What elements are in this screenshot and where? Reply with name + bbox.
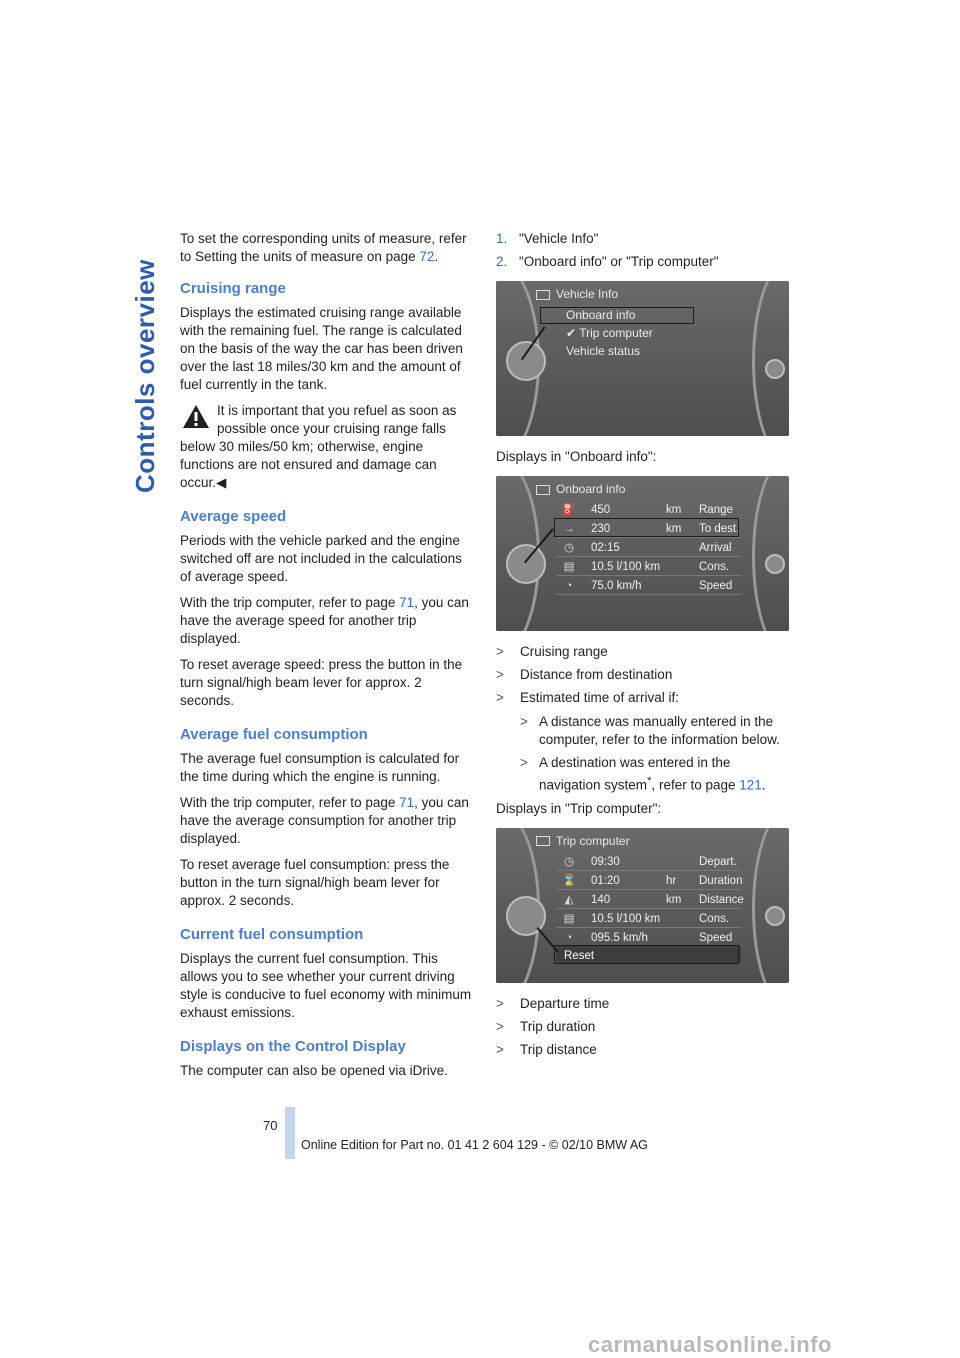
road-icon: ◭ xyxy=(564,893,574,906)
trip-caption: Displays in "Trip computer": xyxy=(496,800,662,816)
list-item: > Trip distance xyxy=(496,1041,597,1057)
screenshot-onboard-info xyxy=(496,476,789,631)
watermark: carmanualsonline.info xyxy=(588,1332,832,1357)
reset-row: Reset xyxy=(556,946,741,963)
left-column xyxy=(180,230,472,1088)
heading-cruising-range: Cruising range xyxy=(180,280,286,297)
info-row: ◷ 02:15 Arrival xyxy=(556,538,741,557)
list-item: > Trip duration xyxy=(496,1018,596,1034)
avg-speed-paragraph-3: To reset average speed: press the button in the turn signal/high beam lever for approx. 2 seconds. xyxy=(180,657,463,708)
info-row: ◔ 75.0 km/h Speed xyxy=(556,576,741,595)
heading-current-fuel: Current fuel consumption xyxy=(180,926,364,943)
controller-knob-icon xyxy=(506,341,546,381)
onboard-list xyxy=(496,643,794,795)
consumption-icon: ▤ xyxy=(563,912,575,925)
info-row: ⛽ 450 km Range xyxy=(556,500,741,519)
clock-icon: ◷ xyxy=(563,542,575,554)
avg-fuel-paragraph-2: With the trip computer, refer to page 71, you can have the average consumption for another trip displayed. xyxy=(180,795,469,846)
speedometer-icon: ◔ xyxy=(565,931,573,944)
consumption-icon: ▤ xyxy=(563,561,575,573)
heading-control-display: Displays on the Control Display xyxy=(180,1038,406,1055)
fuel-pump-icon: ⛽ xyxy=(562,504,577,516)
highlight-box xyxy=(554,945,739,964)
avg-fuel-paragraph-3: To reset average fuel consumption: press the button in the turn signal/high beam lever for approx. 2 seconds. xyxy=(180,857,450,908)
info-row: ▤ 10.5 l/100 km Cons. xyxy=(556,557,741,576)
footer-edition: Online Edition for Part no. 01 41 2 604 129 - © 02/10 BMW AG xyxy=(301,1138,648,1152)
avg-speed-paragraph-2: With the trip computer, refer to page 71, you can have the average speed for another trip displayed. xyxy=(180,595,469,646)
hourglass-icon: ⌛ xyxy=(562,874,577,887)
step-item: 1. "Vehicle Info" xyxy=(496,231,599,246)
controller-knob-icon xyxy=(765,906,785,926)
list-item: > Distance from destination xyxy=(496,667,673,682)
control-display-paragraph: The computer can also be opened via iDrive. xyxy=(180,1063,448,1078)
heading-average-speed: Average speed xyxy=(180,508,287,525)
warning-triangle-icon xyxy=(182,404,210,429)
info-row: ◷ 09:30 Depart. xyxy=(556,852,741,871)
page-link-121[interactable]: 121 xyxy=(739,777,762,793)
list-item: > Cruising range xyxy=(496,644,608,659)
page-number: 70 xyxy=(263,1118,278,1133)
info-row: ▤ 10.5 l/100 km Cons. xyxy=(556,909,741,928)
list-item: > A distance was manually entered in the computer, refer to the information below. xyxy=(520,714,780,747)
highlight-box xyxy=(540,307,694,324)
onboard-caption: Displays in "Onboard info": xyxy=(496,449,657,464)
screen-title: Trip computer xyxy=(536,832,630,850)
optional-equipment-star: * xyxy=(647,775,652,787)
heading-average-fuel: Average fuel consumption xyxy=(180,726,368,743)
page-link-71[interactable]: 71 xyxy=(399,595,415,610)
screen-title: Onboard info xyxy=(536,480,625,498)
end-marker: ◀ xyxy=(216,475,227,490)
list-item: > Departure time xyxy=(496,995,610,1011)
menu-item-vehicle-status: Vehicle status xyxy=(566,344,641,358)
screen-title: Vehicle Info xyxy=(536,285,618,303)
avg-fuel-paragraph-1: The average fuel consumption is calculated for the time during which the engine is running. xyxy=(180,751,460,784)
list-item: > A destination was entered in the navigation system*, refer to page 121. xyxy=(520,755,766,793)
avg-speed-paragraph-1: Periods with the vehicle parked and the engine switched off are not included in the calculations of average speed. xyxy=(180,533,462,584)
step-item: 2. "Onboard info" or "Trip computer" xyxy=(496,254,719,269)
current-fuel-paragraph: Displays the current fuel consumption. This allows you to see whether your current driving style is conducive to fuel economy with minimum exhaust emissions. xyxy=(180,951,472,1020)
arrival-sublist xyxy=(520,713,794,795)
controller-knob-icon xyxy=(765,359,785,379)
destination-arrow-icon: → xyxy=(563,523,575,535)
menu-item-trip-computer: ✔ Trip computer xyxy=(566,326,653,340)
trip-list xyxy=(496,995,794,1059)
info-row: ◔ 095.5 km/h Speed xyxy=(556,928,741,947)
menu-item-onboard-info: Onboard info xyxy=(566,308,636,322)
speedometer-icon: ◔ xyxy=(565,580,573,592)
screenshot-vehicle-info xyxy=(496,281,789,436)
highlight-box xyxy=(554,518,739,537)
info-row: ⌛ 01:20 hr Duration xyxy=(556,871,741,890)
clock-icon: ◷ xyxy=(563,855,575,868)
screenshot-trip-computer xyxy=(496,828,789,983)
cruising-range-paragraph: Displays the estimated cruising range available with the remaining fuel. The range is calculated on the basis of the way the car has been driven over the last 18 miles/30 km and the amount of fuel currently in the tank. xyxy=(180,305,463,392)
controller-knob-icon xyxy=(765,554,785,574)
section-title-vertical: Controls overview xyxy=(130,259,160,493)
page-link-71[interactable]: 71 xyxy=(399,795,415,810)
controller-knob-icon xyxy=(506,544,546,584)
info-row: ◭ 140 km Distance xyxy=(556,890,741,909)
warning-note: It is important that you refuel as soon as possible once your cruising range falls below 30 miles/50 km; otherwise, engine functions are not ensured and damage can occur.◀ xyxy=(180,403,457,490)
right-column xyxy=(496,230,794,1064)
units-paragraph: To set the corresponding units of measure, refer to Setting the units of measure on page 72. xyxy=(180,231,467,264)
page-link-72[interactable]: 72 xyxy=(419,249,435,264)
info-row: → 230 km To dest. xyxy=(556,519,741,538)
list-item: > Estimated time of arrival if: > A distance was manually entered in the computer, refer to the information below. > A destination was entered in the navigation system*, refer to page 121. xyxy=(496,689,794,795)
steps-list xyxy=(496,230,794,271)
footer-bar xyxy=(285,1107,295,1159)
check-icon: ✔ xyxy=(566,326,577,340)
